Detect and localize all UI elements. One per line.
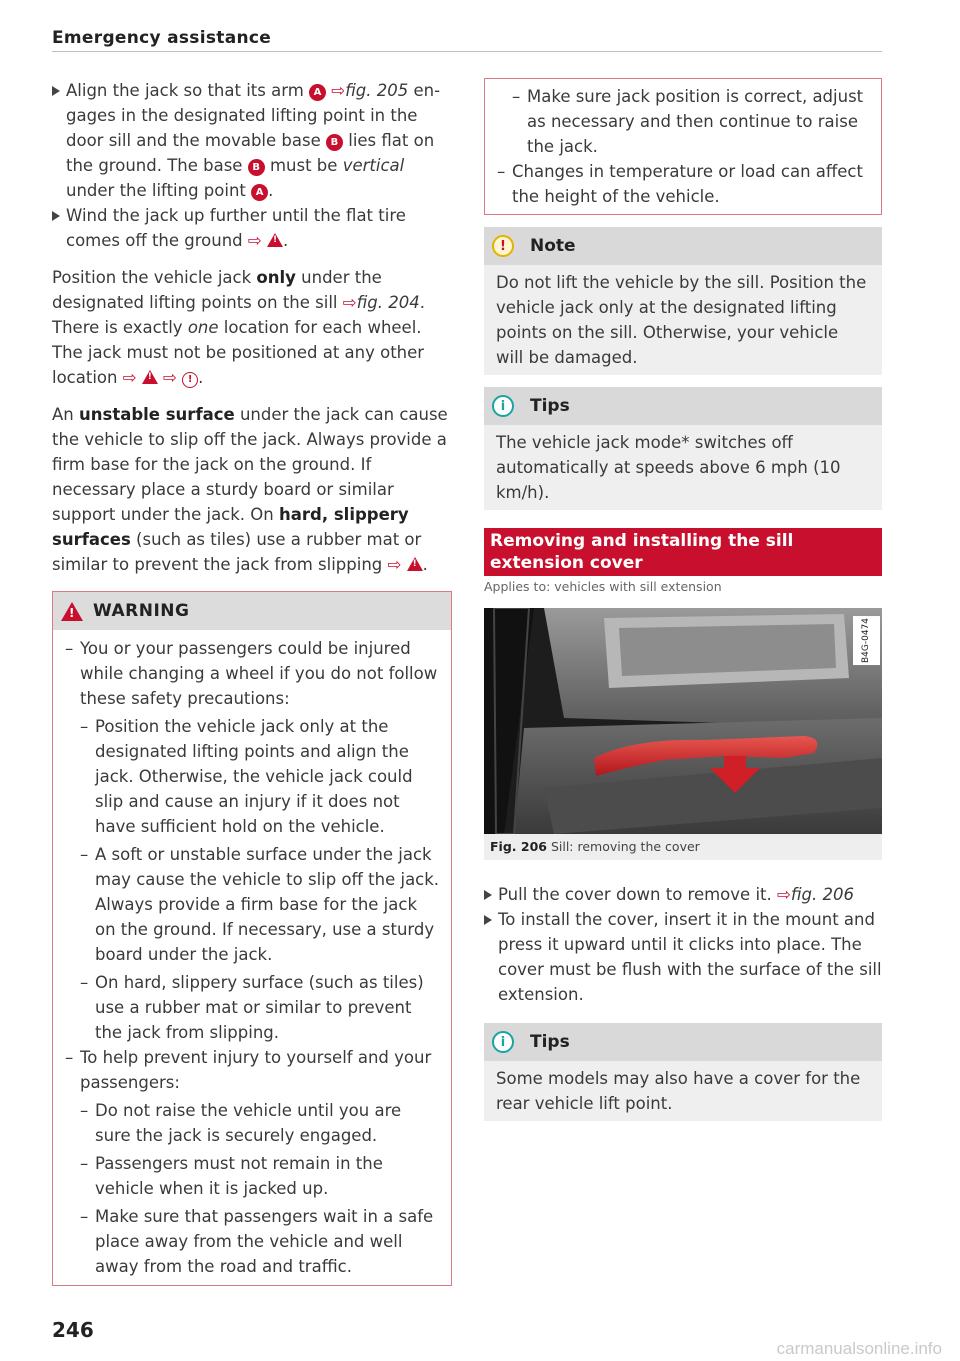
list-item: – Position the vehicle jack only at the designated lifting points and align the jack. Otherwise, the vehicle jack could slip and cause an injury if it does not have sufficient hold on the vehicle. <box>65 714 441 839</box>
warning-continuation <box>484 78 882 215</box>
list-item: – Passengers must not remain in the vehicle when it is jacked up. <box>65 1151 441 1201</box>
warning-box <box>52 591 452 1286</box>
list-item: – Changes in temperature or load can affect the height of the vehicle. <box>497 159 871 209</box>
instruction-step: To install the cover, insert it in the mount and press it upward until it clicks into place. The cover must be flush with the surface of the sill extension. <box>484 907 882 1007</box>
arrow-icon: ⇨ <box>387 555 402 574</box>
warning-header: ! WARNING <box>53 592 451 630</box>
paragraph: An unstable surface under the jack can cause the vehicle to slip off the jack. Always provide a firm base for the jack on the ground. If necessary place a sturdy board or similar support under the jack. On hard, slippery surfaces (such as tiles) use a rubber mat or similar to prevent the jack from slipping ⇨ ! . <box>52 402 452 577</box>
figure-link[interactable]: fig. 206 <box>790 885 854 904</box>
section-title: Emergency assistance <box>52 28 272 48</box>
figure-link[interactable]: fig. 204 <box>356 293 420 312</box>
page-header <box>52 26 882 51</box>
watermark: carmanualsonline.info <box>776 1339 942 1358</box>
arrow-icon: ⇨ <box>122 368 137 387</box>
arrow-icon: ⇨ <box>247 231 262 250</box>
callout-b-icon: B <box>248 159 265 176</box>
page-number: 246 <box>52 1318 94 1342</box>
figure-caption: Fig. 206 Sill: removing the cover <box>490 839 700 854</box>
figure-image <box>484 608 882 834</box>
section-heading: Removing and installing the sill extension cover <box>484 528 882 576</box>
tips-box <box>484 1023 882 1121</box>
left-column <box>52 78 452 1286</box>
figure-code: B4G-0474 <box>853 616 880 665</box>
list-item: – To help prevent injury to yourself and your passengers: <box>65 1045 441 1095</box>
list-item: – Do not raise the vehicle until you are sure the jack is securely engaged. <box>65 1098 441 1148</box>
header-divider <box>52 51 882 52</box>
callout-b-icon: B <box>326 134 343 151</box>
right-column <box>484 78 882 1121</box>
callout-a-icon: A <box>309 84 326 101</box>
exclamation-icon: ! <box>492 235 514 257</box>
arrow-icon: ⇨ <box>163 368 177 387</box>
warning-icon <box>61 602 83 621</box>
note-icon[interactable]: ! <box>182 372 198 388</box>
info-icon: i <box>492 1031 514 1053</box>
warning-icon[interactable] <box>407 557 423 571</box>
note-body: Do not lift the vehicle by the sill. Position the vehicle jack only at the designated lifting points on the sill. Otherwise, your vehicle will be damaged. <box>496 273 867 367</box>
tips-box <box>484 387 882 510</box>
tips-header: i Tips <box>484 1023 882 1061</box>
arrow-icon: ⇨ <box>331 81 346 100</box>
callout-a-icon: A <box>251 184 268 201</box>
list-item: – A soft or unstable surface under the jack may cause the vehicle to slip off the jack. Always provide a firm base for the jack on the ground. If necessary, use a sturdy board under the jack. <box>65 842 441 967</box>
info-icon: i <box>492 395 514 417</box>
paragraph: Position the vehicle jack only under the designated lifting points on the sill ⇨fig. 204. There is exactly one location for each wheel. The jack must not be positioned at any other location ⇨ ! ⇨ ! . <box>52 265 452 390</box>
figure-link[interactable]: fig. 205 <box>345 81 409 100</box>
sill-illustration <box>484 608 882 834</box>
arrow-icon: ⇨ <box>342 293 357 312</box>
warning-body <box>53 630 451 1285</box>
tips-header: i Tips <box>484 387 882 425</box>
applies-to: Applies to: vehicles with sill extension <box>484 579 722 594</box>
instruction-step: Wind the jack up further until the flat tire comes off the ground ⇨ ! . <box>52 203 452 253</box>
instruction-step: Pull the cover down to remove it. ⇨fig. 206 <box>484 882 882 907</box>
note-box <box>484 227 882 375</box>
note-header: ! Note <box>484 227 882 265</box>
instruction-step: Align the jack so that its arm A ⇨fig. 205 engages in the designated lifting point in the door sill and the movable base B lies flat on the ground. The base B must be vertical under the lifting point A . <box>52 78 452 203</box>
list-item: – Make sure that passengers wait in a safe place away from the vehicle and well away from the road and traffic. <box>65 1204 441 1279</box>
list-item: – On hard, slippery surface (such as tiles) use a rubber mat or similar to prevent the jack from slipping. <box>65 970 441 1045</box>
warning-icon[interactable] <box>142 370 158 384</box>
list-item: – Make sure jack position is correct, adjust as necessary and then continue to raise the jack. <box>497 84 871 159</box>
tips-body: Some models may also have a cover for the rear vehicle lift point. <box>496 1069 861 1113</box>
tips-body: The vehicle jack mode* switches off automatically at speeds above 6 mph (10 km/h). <box>496 433 841 502</box>
arrow-icon: ⇨ <box>777 885 791 904</box>
list-item: – You or your passengers could be injured while changing a wheel if you do not follow these safety precautions: <box>65 636 441 711</box>
warning-icon[interactable] <box>267 233 283 247</box>
figure <box>484 608 882 860</box>
